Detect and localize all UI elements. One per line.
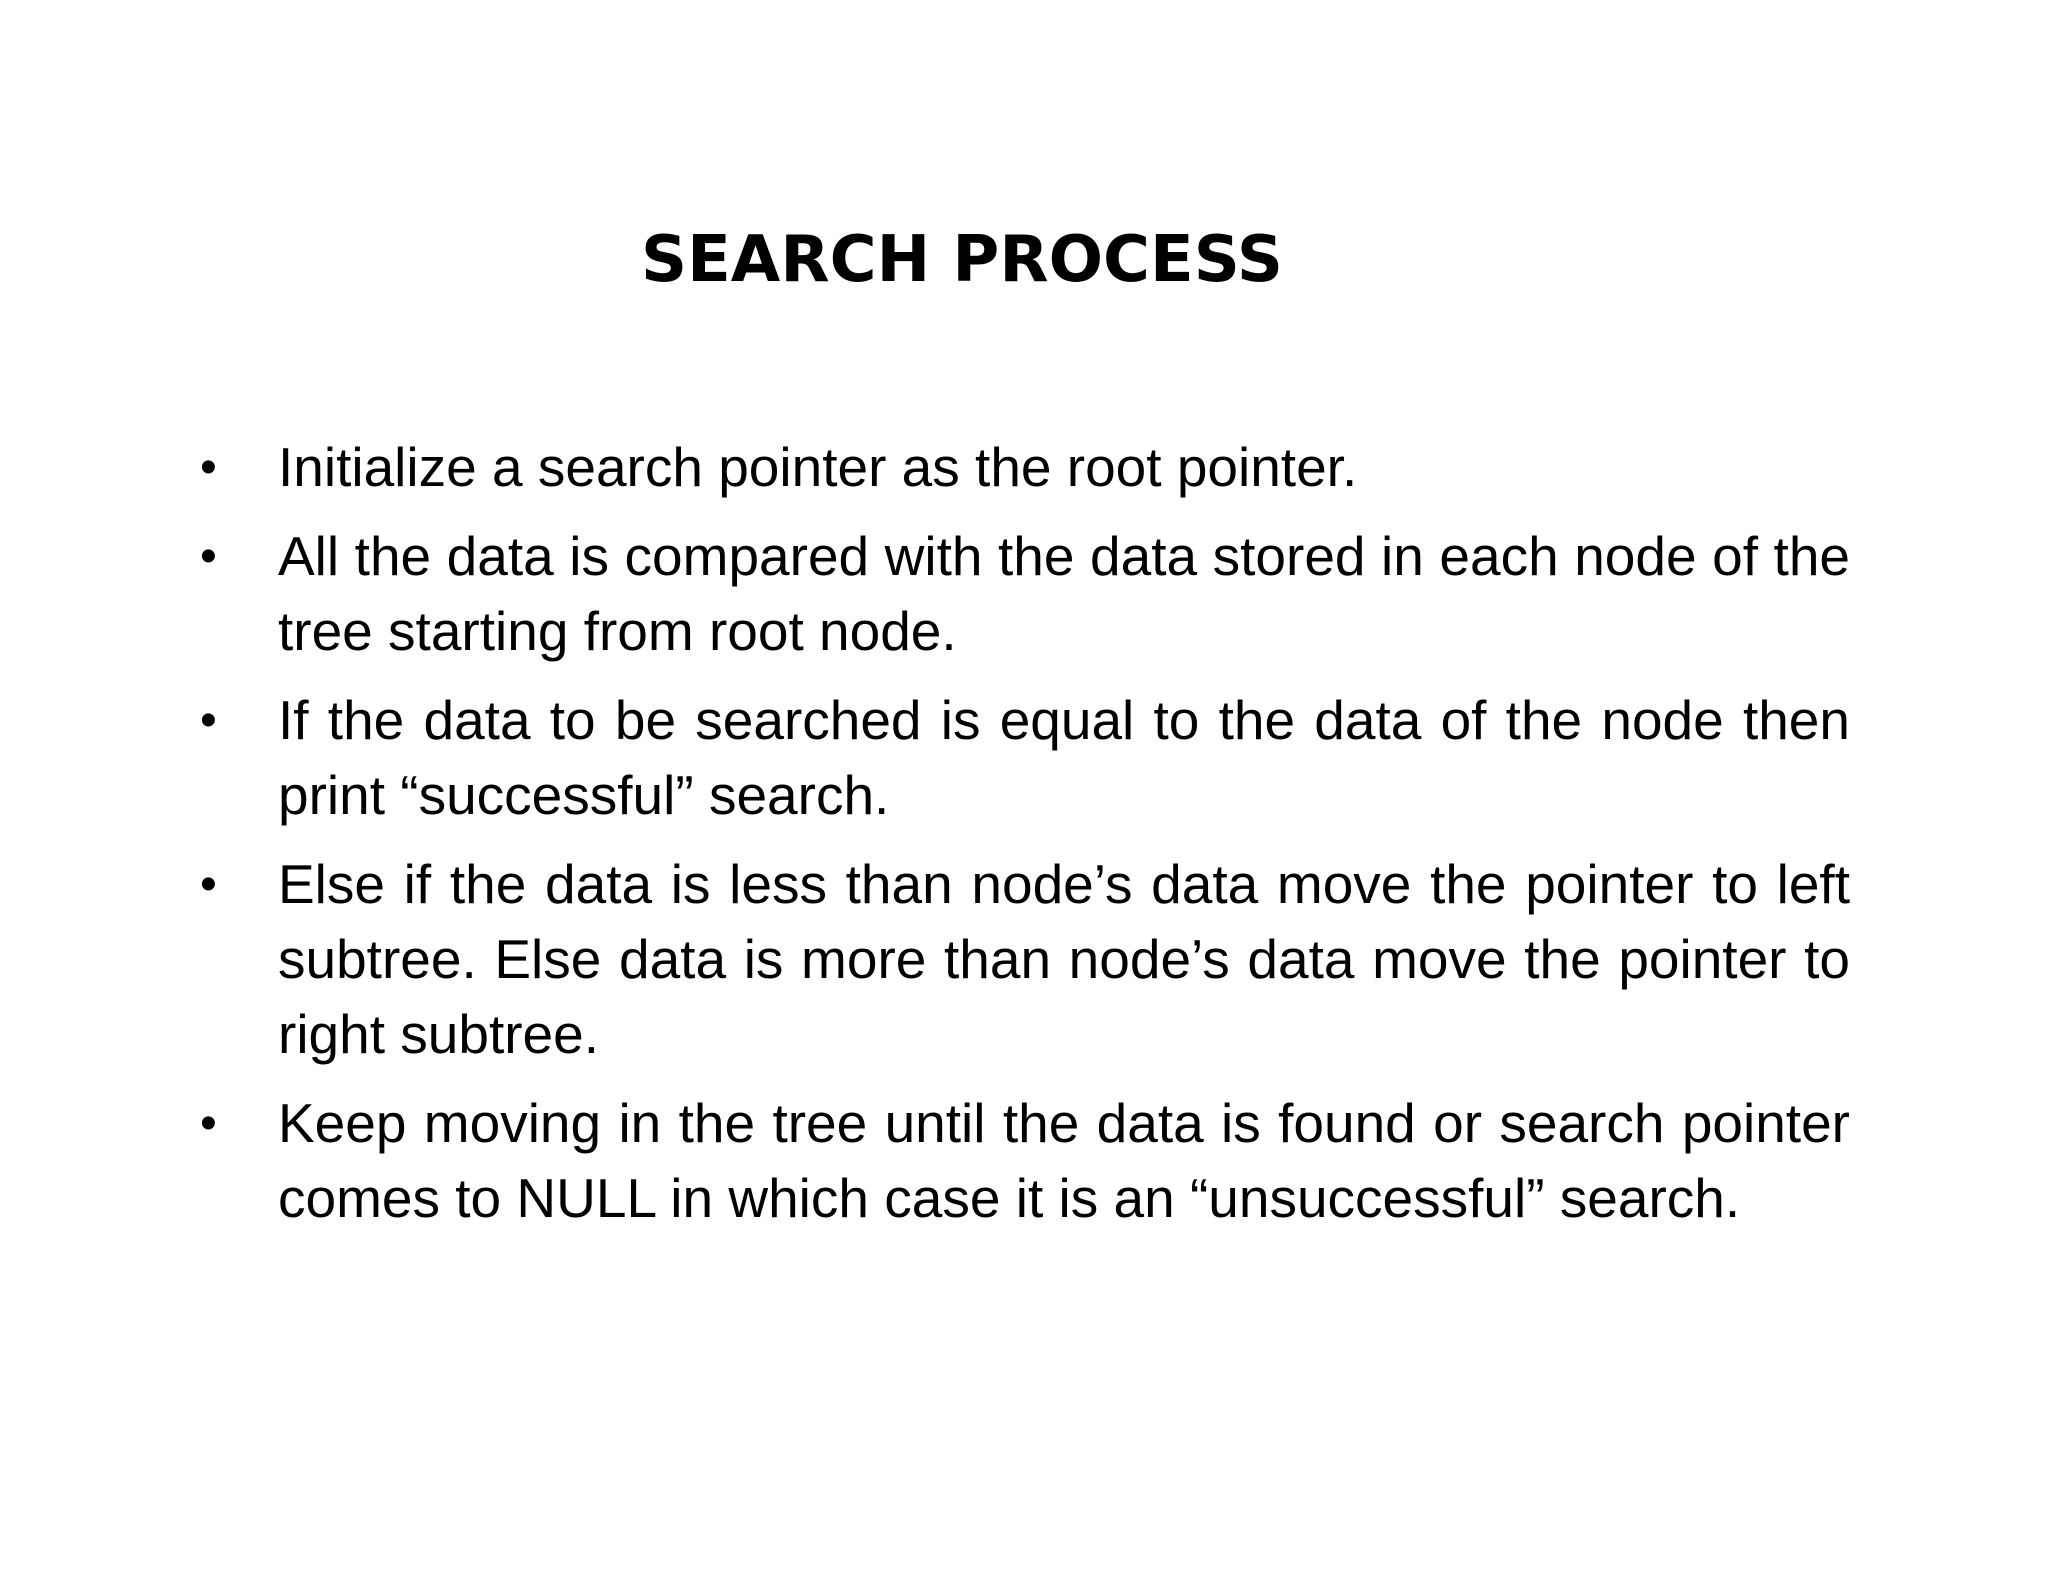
- bullet-list: [200, 430, 1850, 1250]
- bullet-text: If the data to be searched is equal to the data of the node then print “successful” search.: [278, 689, 1850, 826]
- bullet-dot-icon: •: [200, 530, 217, 583]
- bullet-text: Keep moving in the tree until the data is found or search pointer comes to NULL in which case it is an “unsuccessful” search.: [278, 1092, 1850, 1229]
- bullet-item: [200, 683, 1850, 833]
- bullet-dot-icon: •: [200, 1097, 217, 1150]
- bullet-item: [200, 519, 1850, 669]
- bullet-text: Else if the data is less than node’s data move the pointer to left subtree. Else data is more than node’s data move the pointer to right subtree.: [278, 853, 1850, 1065]
- bullet-item: [200, 430, 1850, 505]
- bullet-item: [200, 1086, 1850, 1236]
- bullet-item: [200, 847, 1850, 1072]
- bullet-dot-icon: •: [200, 441, 217, 494]
- bullet-dot-icon: •: [200, 694, 217, 747]
- bullet-dot-icon: •: [200, 858, 217, 911]
- bullet-text: All the data is compared with the data stored in each node of the tree starting from root node.: [278, 525, 1850, 662]
- slide-title: SEARCH PROCESS: [640, 223, 1284, 297]
- bullet-text: Initialize a search pointer as the root pointer.: [278, 436, 1358, 498]
